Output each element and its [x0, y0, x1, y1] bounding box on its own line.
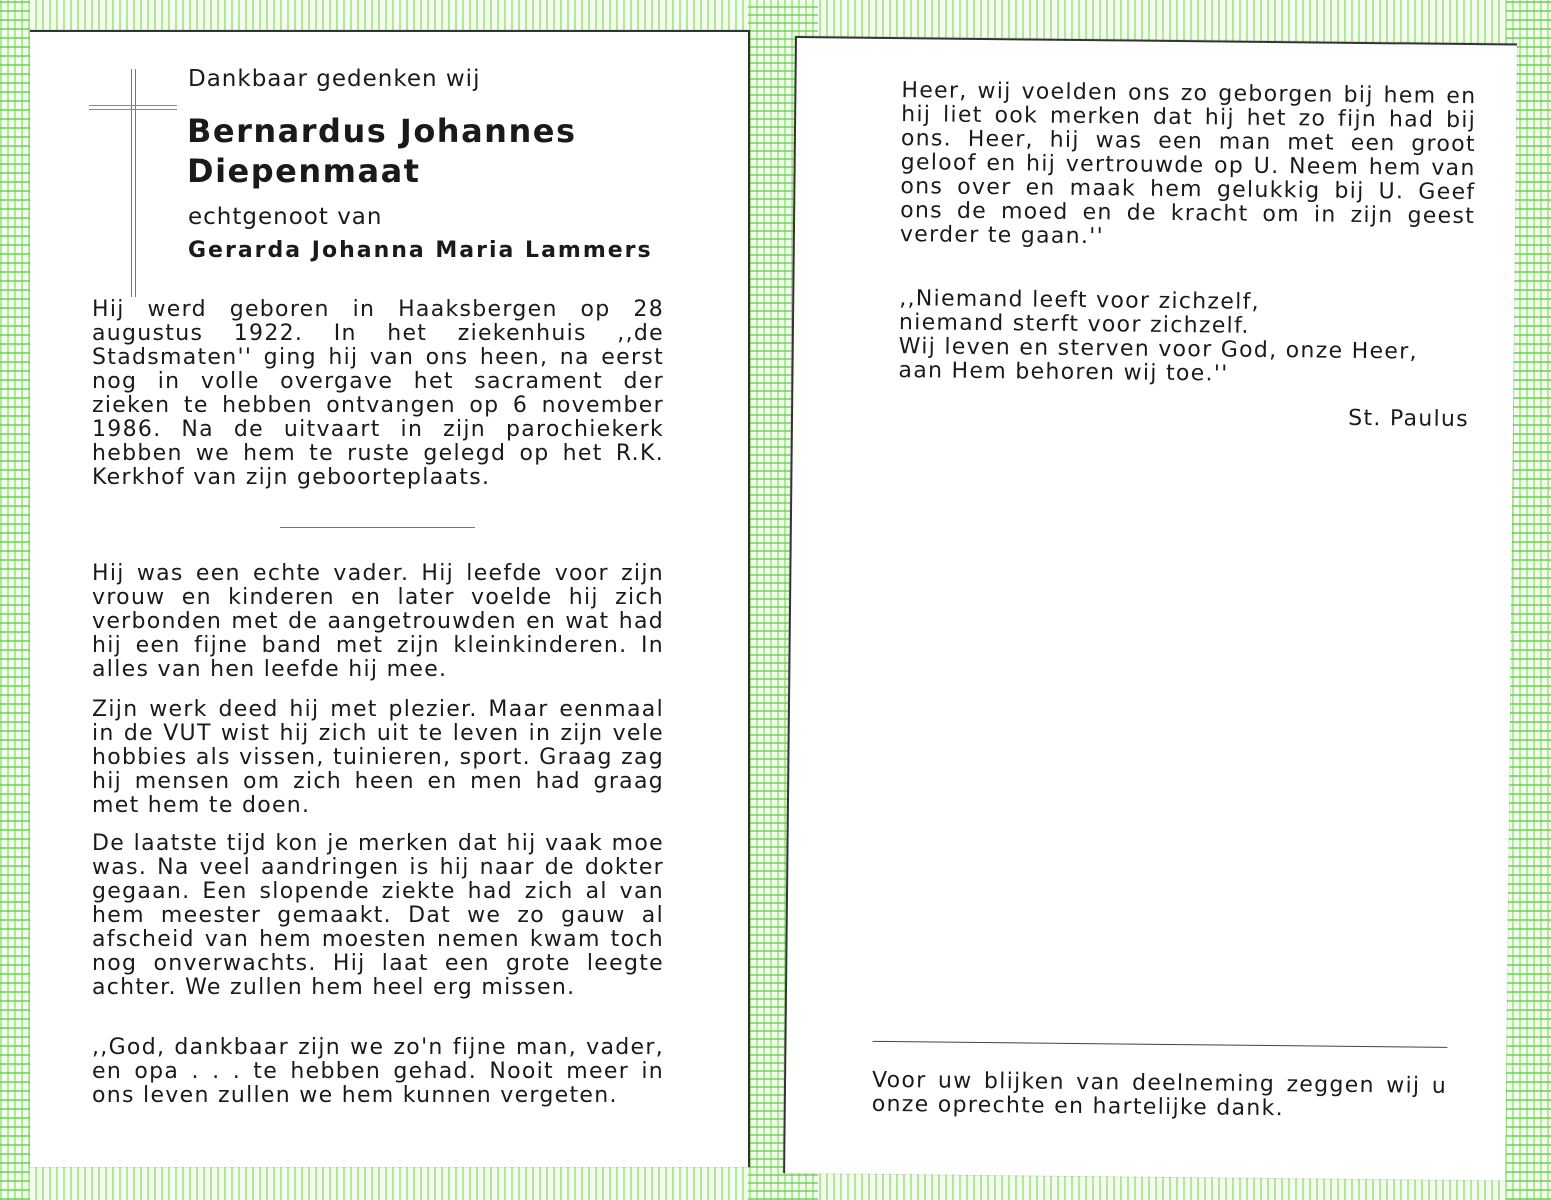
spouse-label: echtgenoot van: [188, 204, 383, 230]
memorial-card-right: [783, 36, 1517, 1180]
quote-line: niemand sterft voor zichzelf.: [898, 310, 1250, 339]
intro-text: Dankbaar gedenken wij: [188, 66, 481, 92]
quote-line: Wij leven en sterven voor God, onze Heer,: [898, 334, 1418, 365]
deceased-name-line1: Bernardus Johannes: [187, 112, 577, 150]
section-divider: [280, 527, 475, 528]
quote-line: aan Hem behoren wij toe.'': [898, 358, 1229, 387]
spouse-name: Gerarda Johanna Maria Lammers: [188, 238, 653, 263]
biography-paragraph: Hij werd geboren in Haaksbergen op 28 augustus 1922. In het ziekenhuis ,,de Stadsmaten'' ging hij van ons heen, na eerst nog in volle overgave het sacrament der zieken te hebben ontvangen op 6 november 1986. Na de uitvaart in zijn parochiekerk hebben we hem te ruste gelegd op het R.K. Kerkhof van zijn geboorteplaats.: [92, 297, 664, 490]
prayer-opening-paragraph: ,,God, dankbaar zijn we zo'n fijne man, vader, en opa . . . te hebben gehad. Nooit meer in ons leven zullen we hem kunnen vergeten.: [92, 1035, 664, 1108]
quote-source: St. Paulus: [1348, 405, 1470, 433]
memorial-card-left: [30, 30, 750, 1167]
memory-paragraph-illness: De laatste tijd kon je merken dat hij vaak moe was. Na veel aandringen is hij naar de dokter gegaan. Een slopende ziekte had zich al van hem meester gemaakt. Dat we zo gauw al afscheid van hem moesten nemen kwam toch nog onverwachts. Hij laat een grote leegte achter. We zullen hem heel erg missen.: [92, 831, 664, 1000]
scripture-quote: [898, 287, 1474, 389]
quote-line: ,,Niemand leeft voor zichzelf,: [899, 286, 1261, 315]
scan-noise-left: [0, 0, 30, 1200]
memory-paragraph-work: Zijn werk deed hij met plezier. Maar eenmaal in de VUT wist hij zich uit te leven in zijn vele hobbies als vissen, tuinieren, sport. Graag zag hij mensen om zich heen en men had graag met hem te doen.: [92, 697, 664, 818]
cross-icon-vertical: [131, 69, 136, 297]
thanks-divider: [872, 1041, 1447, 1048]
thanks-text: Voor uw blijken van deelneming zeggen wij u onze oprechte en hartelijke dank.: [871, 1067, 1448, 1122]
memory-paragraph-family: Hij was een echte vader. Hij leefde voor zijn vrouw en kinderen en later voelde hij zich verbonden met de aangetrouwden en wat had hij een fijne band met zijn kleinkinderen. In alles van hen leefde hij mee.: [92, 561, 664, 682]
cross-icon-horizontal: [89, 105, 177, 110]
deceased-name-line2: Diepenmaat: [187, 152, 421, 190]
prayer-paragraph: Heer, wij voelden ons zo geborgen bij hem en hij liet ook merken dat hij het zo fijn had bij ons. Heer, hij was een man met een groot geloof en hij vertrouwde op U. Neem hem van ons over en maak hem gelukkig bij U. Geef ons de moed en de kracht om in zijn geest verder te gaan.'': [899, 78, 1477, 250]
